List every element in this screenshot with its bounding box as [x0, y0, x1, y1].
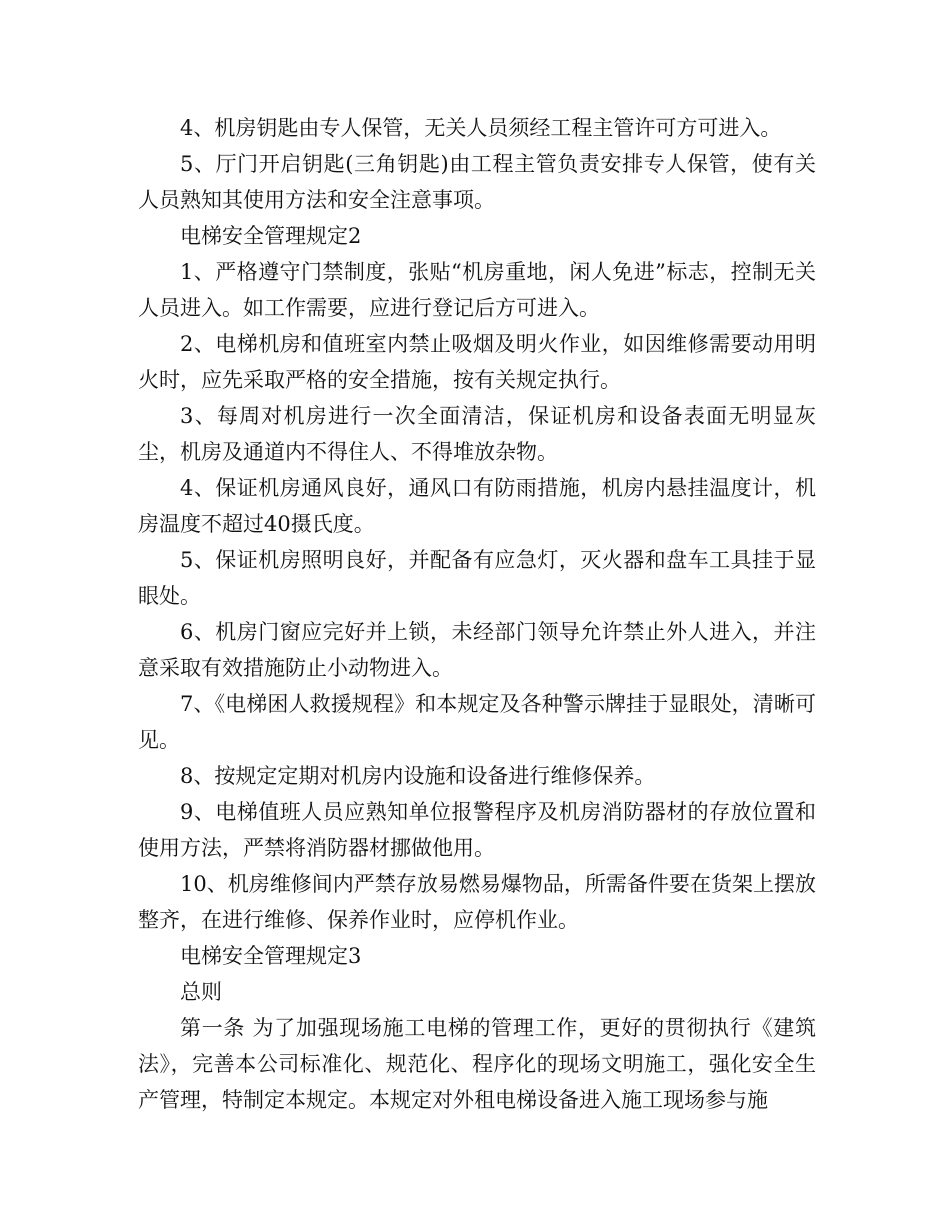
paragraph-flammables: 10、机房维修间内严禁存放易燃易爆物品，所需备件要在货架上摆放整齐，在进行维修、保养作业时，应停机作业。: [138, 872, 816, 932]
paragraph-rule-4-key-custody: 4、机房钥匙由专人保管，无关人员须经工程主管许可方可进入。: [180, 116, 782, 140]
section-heading-2: 电梯安全管理规定2: [180, 224, 362, 248]
paragraph-fire-equipment: 9、电梯值班人员应熟知单位报警程序及机房消防器材的存放位置和使用方法，严禁将消防器材挪做他用。: [138, 800, 816, 860]
paragraph-access-control: 1、严格遵守门禁制度，张贴“机房重地，闲人免进”标志，控制无关人员进入。如工作需要，应进行登记后方可进入。: [138, 260, 816, 320]
paragraph-no-smoking: 2、电梯机房和值班室内禁止吸烟及明火作业，如因维修需要动用明火时，应先采取严格的安全措施，按有关规定执行。: [138, 332, 816, 392]
paragraph-lighting: 5、保证机房照明良好，并配备有应急灯，灭火器和盘车工具挂于显眼处。: [138, 548, 816, 608]
section-heading-3: 电梯安全管理规定3: [180, 944, 362, 968]
general-provisions-heading: 总则: [180, 980, 222, 1004]
paragraph-rule-5-triangle-key: 5、厅门开启钥匙(三角钥匙)由工程主管负责安排专人保管，使有关人员熟知其使用方法和安全注意事项。: [138, 152, 816, 212]
document-body: [138, 110, 816, 1118]
paragraph-weekly-cleaning: 3、每周对机房进行一次全面清洁，保证机房和设备表面无明显灰尘，机房及通道内不得住人、不得堆放杂物。: [138, 404, 816, 464]
paragraph-ventilation: 4、保证机房通风良好，通风口有防雨措施，机房内悬挂温度计，机房温度不超过40摄氏度。: [138, 476, 816, 536]
paragraph-doors-windows: 6、机房门窗应完好并上锁，未经部门领导允许禁止外人进入，并注意采取有效措施防止小动物进入。: [138, 620, 816, 680]
paragraph-rescue-rules: 7、《电梯困人救援规程》和本规定及各种警示牌挂于显眼处，清晰可见。: [138, 692, 816, 752]
article-one: 第一条 为了加强现场施工电梯的管理工作，更好的贯彻执行《建筑法》，完善本公司标准化、规范化、程序化的现场文明施工，强化安全生产管理，特制定本规定。本规定对外租电梯设备进入施工现场参与施: [138, 1016, 816, 1112]
paragraph-maintenance: 8、按规定定期对机房内设施和设备进行维修保养。: [180, 764, 656, 788]
